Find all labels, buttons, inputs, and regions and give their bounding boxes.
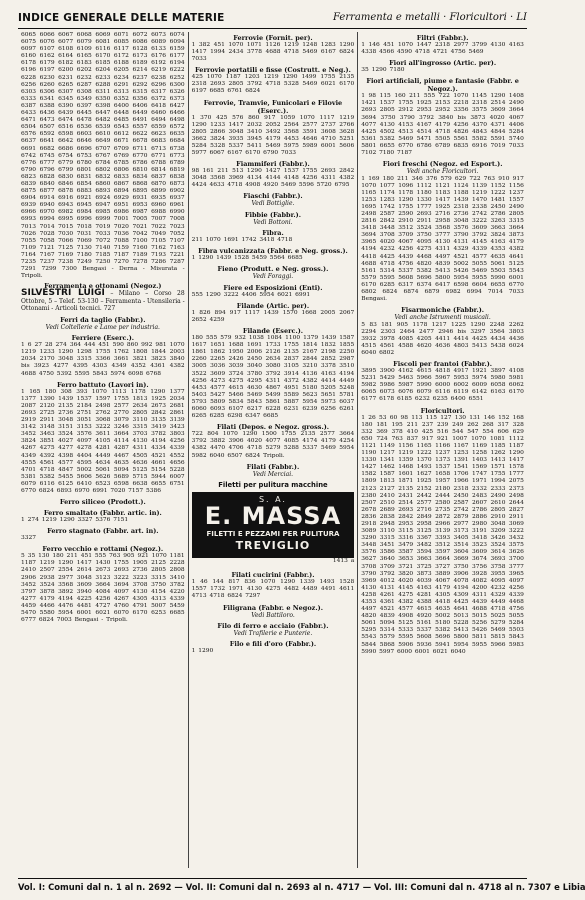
section-filigrana bbox=[192, 604, 355, 619]
section-numbers: 211 1070 1691 1742 3418 4718 bbox=[191, 237, 293, 244]
section-title: Ferrovie portatili e fisse (Costrutt. e Neg.). bbox=[195, 66, 351, 75]
section-ferro-smaltato bbox=[21, 509, 185, 524]
section-numbers: 1 26 53 60 98 113 115 127 130 131 146 152 168 180 181 195 211 237 239 249 262 268 317 328 332 369 378 410 425 516 544 547 554 606 629 650 724 763 837 917 921 1007 1070 1081 1112 1121 1149 1156 1165 1166 1167 1169 1185 1187 1190 1217 1219 1222 1237 1253 1258 1262 1290 1330 1341 1359 1370 1373 1391 1403 1413 1417 1427 1462 1468 1493 1537 1541 1569 1571 1578 1582 1587 1601 1627 1658 1706 1747 1755 1777 1809 1813 1871 1925 1957 1966 1971 1994 2075 2123 2127 2135 2152 2180 2318 2332 2333 2373 2380 2410 2431 2442 2444 2450 2483 2490 2498 2507 2510 2514 2577 2580 2587 2607 2610 2644 2678 2689 2693 2716 2735 2742 2786 2805 2827 2836 2838 2842 2849 2872 2879 2886 2910 2911 2918 2948 2953 2958 2966 2977 2980 3048 3069 3089 3110 3115 3125 3139 3173 3191 3209 3222 3290 3315 3316 3367 3393 3405 3418 3426 3432 3448 3451 3479 3482 3512 3514 3523 3524 3575 3576 3586 3587 3594 3597 3604 3609 3614 3626 3627 3640 3653 3663 3664 3669 3674 3693 3700 3708 3709 3721 3725 3727 3750 3756 3758 3777 3790 3792 3820 3873 3889 3906 3928 3955 3965 3969 4012 4020 4039 4067 4078 4082 4095 4097 4130 4131 4145 4163 4179 4194 4200 4232 4256 4258 4261 4275 4281 4305 4309 4311 4329 4339 4353 4361 4382 4388 4418 4425 4439 4449 4468 4497 4521 4577 4615 4635 4641 4688 4718 4756 4820 4839 4908 4920 5002 5013 5015 5025 5055 5061 5094 5125 5161 5180 5228 5256 5279 5284 5295 5314 5333 5337 5382 5413 5426 5469 5503 5543 5579 5595 5608 5696 5800 5811 5815 5843 5844 5868 5906 5936 5941 5954 5955 5966 5983 5990 5997 6000 6001 6021 6040 bbox=[361, 414, 524, 655]
section-title: Ferro stagnato (Fabbr. art. in). bbox=[47, 527, 159, 536]
section-title: Fiori all'ingrosso (Artic. per). bbox=[389, 59, 497, 68]
section-title: Fibbie (Fabbr.). bbox=[244, 210, 302, 219]
section-numbers: 5 35 130 180 211 451 555 763 905 921 1070 1181 1187 1219 1290 1417 1430 1755 1905 2125 2228 2410 2507 2554 2614 2673 2693 2736 2805 2808 2906 2938 2977 3048 3123 3222 3223 3315 3410 3452 3524 3568 3609 3664 3694 3708 3750 3782 3797 3878 3892 3940 4084 4097 4130 4154 4220 4277 4179 4194 4225 4256 4267 4305 4313 4339 4459 4466 4476 4481 4727 4760 4791 5007 5459 5470 5580 5954 6001 6021 6070 6170 6253 6685 6777 6824 7003 Bengasi - Tripoli. bbox=[21, 553, 185, 624]
section-title: Fibra vulcanizzata (Fabbr. e Neg. gross.). bbox=[198, 247, 348, 256]
section-fiori-freschi bbox=[361, 160, 524, 303]
section-title: Fiammiferi (Fabbr.). bbox=[236, 160, 310, 169]
column-3 bbox=[357, 32, 527, 868]
section-reference: Vedi Coltellerie e Lame per industria. bbox=[45, 323, 160, 331]
section-title: Fiaschi (Fabbr.). bbox=[243, 192, 303, 201]
section-title: Fiori artificiali, piume e fantasie (Fabbr. e Negoz.). bbox=[366, 77, 519, 94]
section-filati-fabbr bbox=[192, 463, 355, 478]
columns bbox=[18, 32, 527, 868]
section-title: Floricultori. bbox=[420, 406, 465, 415]
section-title: Filo di ferro e acciaio (Fabbr.). bbox=[217, 621, 329, 630]
continued-numbers: 6065 6066 6067 6068 6069 6071 6072 6073 6074 6075 6076 6077 6079 6081 6085 6086 6089 6094 6097 6107 6108 6109 6116 6117 6128 6133 6159 6160 6162 6164 6165 6170 6172 6173 6176 6177 6178 6179 6182 6183 6185 6188 6189 6192 6194 6196 6197 6200 6202 6204 6205 6214 6219 6222 6228 6230 6231 6232 6233 6234 6237 6238 6252 6256 6260 6265 6287 6288 6291 6292 6296 6300 6303 6306 6307 6308 6311 6313 6315 6317 6326 6333 6341 6345 6349 6350 6352 6356 6372 6373 6387 6388 6390 6397 6398 6400 6406 6418 6427 6433 6436 6439 6445 6447 6448 6449 6460 6466 6471 6473 6474 6478 6482 6485 6491 6494 6498 6504 6507 6516 6536 6539 6543 6557 6559 6572 6576 6592 6598 6603 6610 6612 6622 6623 6635 6637 6641 6642 6646 6649 6671 6678 6683 6684 6691 6682 6686 6696 6707 6709 6711 6713 6738 6742 6745 6754 6753 6767 6769 6770 6771 6773 6776 6777 6779 6780 6784 6785 6786 6788 6789 6790 6796 6799 6801 6802 6806 6810 6814 6819 6823 6828 6830 6831 6832 6833 6834 6837 6838 6839 6840 6846 6854 6860 6867 6868 6870 6873 6875 6877 6878 6883 6893 6894 6895 6899 6902 6904 6914 6916 6921 6924 6929 6931 6935 6937 6939 6940 6943 6945 6947 6951 6953 6960 6961 6966 6970 6982 6984 6985 6986 6987 6988 6990 6993 6994 6995 6996 6999 7001 7005 7007 7008 7013 7014 7015 7018 7019 7020 7021 7022 7023 7026 7028 7030 7031 7033 7036 7042 7049 7052 7055 7058 7066 7069 7072 7088 7100 7105 7107 7109 7121 7125 7130 7140 7159 7160 7162 7163 7164 7167 7169 7180 7185 7187 7189 7193 7221 7235 7237 7238 7249 7250 7270 7278 7286 7287 7291 7299 7300 Bengasi - Derna - Misurata - Tripoli. bbox=[21, 32, 185, 280]
section-title: Fieno (Produtt. e Neg. gross.). bbox=[217, 265, 329, 274]
section-numbers: 5 83 181 905 1178 1217 1225 1290 2248 2262 2294 2303 2464 2477 2946 bis 3297 3564 3803 3932 3978 4085 4205 4411 4414 4425 4434 4436 4515 4561 4588 4620 4636 4803 5413 5438 6024 6040 6802 bbox=[361, 321, 524, 356]
section-ferri-da-taglio bbox=[21, 316, 185, 331]
section-fieno bbox=[192, 265, 355, 280]
section-numbers: 425 1070 1187 1203 1219 1290 1499 1755 2135 2318 2693 2805 3792 4718 5328 5469 6021 6170 6197 6685 6761 6824 bbox=[191, 74, 355, 95]
column-2 bbox=[188, 32, 358, 868]
firm-details: – Milano – Corso 28 Ottobre, 5 – Telef. 53-130 – Ferramenta - Utensileria - Ottonami - Articoli tecnici. 727 bbox=[21, 290, 185, 313]
running-head: Ferramenta e metalli · Floricultori · LI bbox=[333, 12, 527, 23]
section-title: Fibra. bbox=[262, 229, 284, 238]
section-ferro-battuto bbox=[21, 381, 185, 495]
section-title: Ferro siliceo (Prodott.). bbox=[59, 498, 146, 507]
section-title: Ferrovie, Tramvie, Funicolari e Filovie (Eserc.). bbox=[203, 98, 343, 115]
firm-listing bbox=[21, 282, 185, 313]
section-title: Ferramenta e ottonami (Negoz.) bbox=[44, 282, 162, 291]
section-filati-cucirini bbox=[192, 571, 355, 600]
section-fisarmoniche bbox=[361, 306, 524, 357]
section-reference: Vedi anche Floricultori. bbox=[406, 168, 479, 176]
section-floricultori bbox=[361, 407, 524, 656]
section-numbers: 1 370 425 576 860 917 1059 1070 1117 1219 1290 1233 1417 2032 2052 2564 2577 2737 2766 2805 2866 3048 3410 3492 3568 3591 3608 3628 3662 3824 3935 3945 4179 4453 4646 4710 5251 5284 5328 5337 5411 5469 5975 5989 6001 5606 5977 6067 6167 6170 6790 7033 bbox=[191, 114, 355, 157]
section-fiscoli bbox=[361, 360, 524, 403]
section-title: Ferro vecchio e rottami (Negoz.). bbox=[42, 545, 164, 554]
section-numbers: 722 804 1070 1290 1500 1755 2135 2577 3664 3792 3882 3906 4020 4077 4085 4174 4179 4254 4382 4470 4706 4718 5279 5288 5337 5469 5954 5982 6040 6507 6824 Tripoli. bbox=[191, 431, 355, 459]
page-header bbox=[18, 12, 527, 29]
section-title: Filati (Depos. e Negoz. gross.). bbox=[216, 423, 330, 432]
section-title: Filati cucirini (Fabbr.). bbox=[231, 571, 315, 580]
section-reference: Vedi anche Istrumenti musicali. bbox=[394, 314, 491, 322]
ad-city: TREVIGLIO bbox=[235, 539, 311, 553]
section-fiaschi bbox=[192, 192, 355, 207]
index-title: INDICE GENERALE DELLE MATERIE bbox=[18, 12, 225, 24]
page-footer: Vol. I: Comuni dal n. 1 al n. 2692 — Vol. II: Comuni dal n. 2693 al n. 4717 — Vol. III: Comuni dal n. 4718 al n. 7307 e Libia bbox=[18, 878, 527, 892]
section-title: Ferri da taglio (Fabbr.). bbox=[60, 315, 146, 324]
section-numbers: 180 555 579 932 1038 1084 1100 1379 1439 1587 1617 1651 1688 1691 1733 1755 1814 1832 1855 1861 1862 1950 2006 2126 2135 2167 2198 2250 2260 2265 2426 2450 2634 2837 2844 2852 2987 3005 3036 3039 3040 3080 3105 3210 3378 3510 3522 3609 3724 3780 3792 3914 4136 4163 4194 4256 4273 4275 4295 4311 4372 4382 4414 4449 4453 4577 4615 4630 4867 4951 5180 5205 5248 5403 5427 5466 5469 5499 5589 5623 5651 5781 5793 5809 5834 5843 5861 5887 5954 5973 6037 6060 6093 6107 6217 6228 6231 6239 6256 6261 6265 6285 6298 6347 6685 bbox=[191, 335, 355, 420]
section-numbers: 35 1290 7180 bbox=[361, 67, 405, 74]
section-reference: Vedi Bottiglie. bbox=[251, 200, 295, 208]
ad-ref-number: 1413 a bbox=[332, 558, 355, 565]
section-reference: Vedi Foraggi. bbox=[252, 273, 294, 281]
firm-name: SILVESTRI LUIGI bbox=[21, 288, 105, 299]
section-fiori-artificiali bbox=[361, 77, 524, 157]
section-ferro-vecchio bbox=[21, 545, 185, 624]
section-title: Filigrana (Fabbr. e Negoz.). bbox=[222, 603, 323, 612]
advertisement bbox=[192, 482, 355, 565]
section-title: Filtri (Fabbr.). bbox=[416, 34, 469, 42]
section-numbers: 1 169 180 211 346 376 579 629 722 763 910 917 1070 1077 1096 1112 1121 1124 1139 1152 1156 1165 1174 1178 1180 1183 1188 1219 1222 1237 1253 1283 1290 1330 1417 1439 1470 1481 1557 1695 1742 1755 1777 1925 2318 2338 2450 2490 2498 2587 2590 2693 2716 2736 2742 2786 2805 2816 2842 2910 2911 2958 3048 3222 3263 3315 3418 3448 3512 3524 3568 3576 3609 3663 3664 3694 3708 3709 3750 3777 3790 3792 3824 3873 3965 4020 4067 4095 4130 4131 4145 4163 4179 4194 4232 4256 4275 4311 4329 4339 4353 4382 4418 4425 4439 4468 4497 4521 4577 4635 4641 4688 4718 4756 4820 4839 5002 5055 5061 5125 5161 5314 5337 5382 5413 5426 5469 5503 5543 5579 5595 5608 5696 5800 5954 5955 5990 6001 6170 6285 6317 6374 6417 6598 6604 6655 6770 6802 6824 6874 6879 6982 6994 7014 7033 Bengasi. bbox=[361, 175, 524, 303]
section-title: Filande (Eserc.). bbox=[242, 327, 304, 336]
section-ferrovie-portatili bbox=[192, 66, 355, 95]
section-fibra-vulcanizzata bbox=[192, 247, 355, 262]
section-numbers: 1 46 144 817 836 1070 1290 1339 1493 1528 1557 1732 1971 4130 4275 4482 4489 4491 4611 4713 4718 6824 7297 bbox=[191, 579, 355, 600]
section-fiori-ingrosso bbox=[361, 59, 524, 74]
section-fibbie bbox=[192, 211, 355, 226]
section-numbers: 1 6 27 28 274 364 444 451 590 860 992 981 1070 1219 1233 1290 1298 1755 1762 1808 1844 2003 2034 2170 3048 3315 3366 3661 3821 3823 3840 bis 3923 4277 4395 4303 4349 4352 4361 4382 4688 4750 5392 5595 5843 5974 6098 6768 bbox=[21, 342, 185, 377]
section-title: Filande (Artic. per). bbox=[236, 301, 310, 310]
section-numbers: 1 98 115 160 211 555 722 1070 1145 1290 1408 1421 1537 1755 1925 2153 2218 2318 2514 2490 2693 2805 2912 2953 2952 3356 3575 3609 3664 3694 3750 3790 3792 3840 bis 3873 4020 4067 4077 4130 4153 4167 4179 4256 4370 4371 4406 4425 4502 4513 4514 4718 4826 4843 4844 5284 5361 5382 5469 5471 5505 5561 5582 5591 5740 5801 6655 6770 6786 6789 6835 6916 7019 7033 7102 7180 7187 bbox=[361, 93, 524, 157]
section-ferro-stagnato bbox=[21, 527, 185, 542]
section-ferriere bbox=[21, 334, 185, 377]
section-filtri bbox=[361, 34, 524, 56]
section-numbers: 1 146 451 1070 1447 2318 2977 3799 4130 4163 4338 4566 4590 4718 4721 4756 5469 bbox=[361, 42, 524, 56]
section-title: Ferro smaltato (Fabbr. artic. in). bbox=[43, 509, 162, 518]
ad-company-name: E. MASSA bbox=[204, 502, 342, 531]
section-title: Filati (Fabbr.). bbox=[246, 462, 300, 471]
section-title: Ferro battuto (Lavori in). bbox=[57, 380, 149, 389]
section-filo-ferro bbox=[192, 622, 355, 637]
section-title: Fiscoli per frantoi (Fabbr.). bbox=[393, 360, 493, 369]
ad-heading: Filetti per pulitura macchine bbox=[218, 481, 328, 489]
section-title: Ferriere (Eserc.). bbox=[71, 334, 135, 343]
section-ferrovie-fornit bbox=[192, 34, 355, 63]
section-title: Fiere ed Esposizioni (Enti). bbox=[223, 283, 323, 292]
section-fibra bbox=[192, 229, 355, 244]
column-1 bbox=[18, 32, 188, 868]
section-ferrovie-tramvie bbox=[192, 99, 355, 158]
section-numbers: 555 1290 3222 4406 5954 6021 6991 bbox=[191, 291, 311, 298]
section-title: Fisarmoniche (Fabbr.). bbox=[401, 306, 485, 315]
section-fiammiferi bbox=[192, 160, 355, 189]
section-numbers: 3895 3900 4162 4615 4818 4917 1921 3897 4108 5231 5429 5463 5966 5967 5953 5974 5980 5981 5982 5986 5987 5990 6000 6002 6009 6058 6062 6065 6073 6076 6079 6116 6119 6142 6163 6170 6177 6178 6185 6232 6235 6400 6551 bbox=[361, 368, 524, 403]
section-filati-depos bbox=[192, 423, 355, 459]
ad-company-type: S. A. bbox=[258, 495, 287, 505]
section-reference: Vedi Battiloro. bbox=[251, 611, 295, 619]
section-title: Fiori freschi (Negoz. ed Esport.). bbox=[382, 160, 503, 169]
section-numbers: 1 382 451 1070 1071 1126 1219 1248 1283 1290 1417 1994 2434 3778 4688 4718 5469 6167 6824 7033 bbox=[191, 42, 355, 63]
section-numbers: 1 274 1219 1290 3327 5376 7151 bbox=[21, 517, 129, 524]
section-reference: Vedi Bottoni. bbox=[253, 218, 293, 226]
section-numbers: 1 826 894 917 1117 1439 1570 1668 2005 2067 2652 4259 bbox=[191, 309, 355, 323]
section-numbers: 1 1290 1439 1528 5459 5564 6685 bbox=[191, 255, 303, 262]
firm-entry bbox=[21, 290, 185, 313]
section-filande-artic bbox=[192, 302, 355, 324]
section-reference: Vedi Merciai. bbox=[252, 470, 294, 478]
section-fiere bbox=[192, 284, 355, 299]
section-title: Ferrovie (Fornit. per). bbox=[233, 34, 313, 42]
section-numbers: 1 1290 bbox=[191, 648, 214, 655]
section-title: Filo e fili d'oro (Fabbr.). bbox=[229, 640, 317, 649]
section-numbers: 1 165 180 308 393 1070 1113 1178 1290 1377 1377 1390 1439 1537 1597 1755 1813 1925 2034 2087 2120 2135 2184 2498 2577 2634 2673 2681 2693 2725 2736 2751 2762 2770 2805 2842 2861 2919 2911 3048 3051 3068 3079 3110 3135 3139 3142 3148 3151 3153 3222 3246 3315 3419 3423 3452 3463 3524 3576 3611 3664 3703 3782 3803 3824 3851 4027 4097 4105 4114 4130 4194 4256 4267 4275 4277 4278 4281 4287 4311 4334 4339 4349 4392 4398 4404 4449 4467 4505 4521 4552 4555 4561 4577 4595 4634 4635 4636 4661 4656 4701 4718 4847 5002 5061 5094 5125 5154 5228 5381 5382 5455 5606 5626 5689 5715 5944 6007 6079 6116 6125 6410 6523 6598 6638 6655 6751 6770 6824 6893 6970 6991 7020 7157 5386 bbox=[21, 388, 185, 494]
section-numbers: 3327 bbox=[21, 535, 36, 542]
section-reference: Vedi Trafilerie e Punterie. bbox=[233, 629, 313, 637]
section-filo-oro bbox=[192, 640, 355, 655]
section-numbers: 98 161 211 513 1290 1427 1537 1755 2693 2842 3048 3568 3969 4134 4144 4148 4256 4311 4382 4424 4633 4718 4908 4920 5469 5596 5720 6795 bbox=[191, 168, 355, 189]
section-ferro-siliceo bbox=[21, 498, 185, 506]
section-filande-eserc bbox=[192, 327, 355, 420]
ad-tagline: FILETTI E PEZZAMI PER PULITURA bbox=[206, 530, 340, 539]
ad-banner bbox=[192, 492, 355, 558]
